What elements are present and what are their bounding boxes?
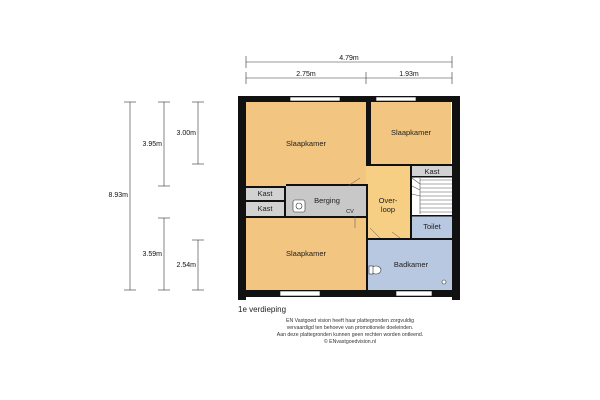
room-label-slaapkamer-2: Slaapkamer xyxy=(390,128,432,137)
disclaimer-line-3: Aan deze plattegronden kunnen geen rechten worden ontleend. xyxy=(276,332,424,338)
dim-depth-lower-inner: 2.54m xyxy=(176,262,196,269)
disclaimer-line-4: © ENvastgoedvision.nl xyxy=(323,339,377,345)
disclaimer-line-1: EN Vastgoed vision heeft haar plattegronden zorgvuldig xyxy=(286,318,414,324)
room-label-toilet: Toilet xyxy=(423,222,441,231)
dim-total-width: 4.79m xyxy=(339,55,359,62)
room-label-badkamer: Badkamer xyxy=(393,260,429,269)
dim-width-left: 2.75m xyxy=(296,71,316,78)
dim-width-right: 1.93m xyxy=(399,71,419,78)
room-label-kast-3: Kast xyxy=(424,167,440,176)
room-label-slaapkamer-1: Slaapkamer xyxy=(285,139,327,148)
dim-depth-upper-outer: 3.95m xyxy=(142,141,162,148)
disclaimer xyxy=(200,318,500,346)
room-label-cv: CV xyxy=(346,209,354,215)
floor-label: 1e verdieping xyxy=(238,305,287,314)
room-label-overloop-1: Over- xyxy=(378,196,398,205)
room-label-kast-1: Kast xyxy=(257,189,273,198)
room-label-overloop-2: loop xyxy=(380,205,396,214)
disclaimer-line-2: vervaardigd ten behoeve van promotionele doeleinden. xyxy=(286,325,414,331)
shower-drain-icon xyxy=(442,280,446,284)
room-label-slaapkamer-3: Slaapkamer xyxy=(285,249,327,258)
dim-depth-upper-inner: 3.00m xyxy=(176,130,196,137)
dim-depth-lower-outer: 3.59m xyxy=(142,251,162,258)
room-label-kast-2: Kast xyxy=(257,204,273,213)
dim-total-depth: 8.93m xyxy=(108,192,128,199)
room-label-berging: Berging xyxy=(314,196,340,205)
